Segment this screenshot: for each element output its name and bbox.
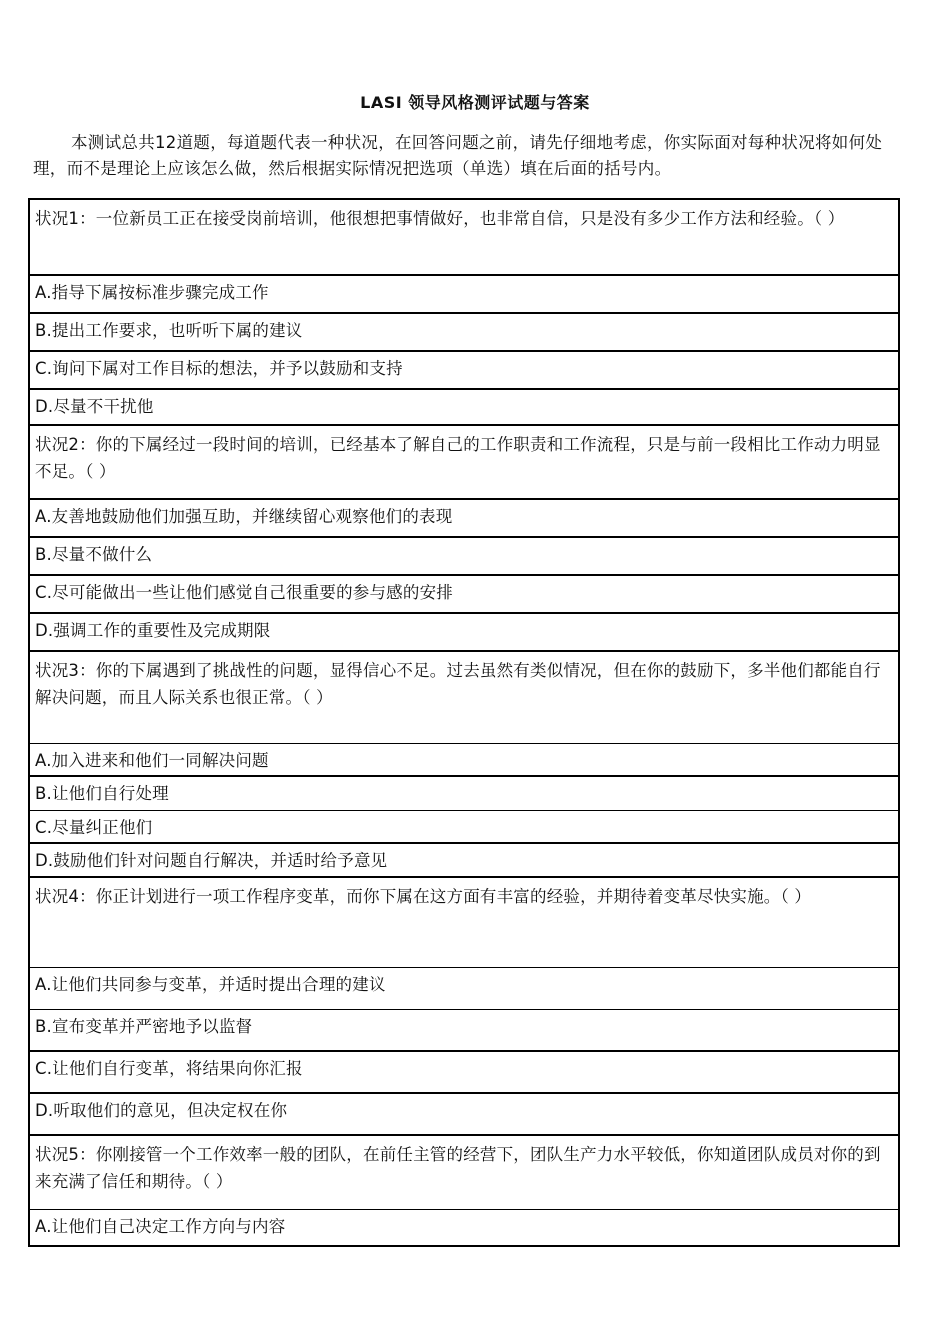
question-row: 状况4：你正计划进行一项工作程序变革，而你下属在这方面有丰富的经验，并期待着变革尽快实施。（ ） xyxy=(30,878,898,968)
option-row: D.鼓励他们针对问题自行解决，并适时给予意见 xyxy=(30,844,898,878)
option-row: B.宣布变革并严密地予以监督 xyxy=(30,1010,898,1052)
question-table xyxy=(28,198,900,1247)
document-title: LASI 领导风格测评试题与答案 xyxy=(360,93,590,112)
question-row: 状况1：一位新员工正在接受岗前培训，他很想把事情做好，也非常自信，只是没有多少工作方法和经验。（ ） xyxy=(30,200,898,276)
option-row: B.尽量不做什么 xyxy=(30,538,898,576)
option-row: A.友善地鼓励他们加强互助，并继续留心观察他们的表现 xyxy=(30,500,898,538)
option-row: D.强调工作的重要性及完成期限 xyxy=(30,614,898,652)
option-row: B.让他们自行处理 xyxy=(30,777,898,811)
option-row: C.询问下属对工作目标的想法，并予以鼓励和支持 xyxy=(30,352,898,390)
option-row: D.听取他们的意见，但决定权在你 xyxy=(30,1094,898,1136)
option-row: A.加入进来和他们一同解决问题 xyxy=(30,744,898,777)
question-row: 状况2：你的下属经过一段时间的培训，已经基本了解自己的工作职责和工作流程，只是与前一段相比工作动力明显不足。（ ） xyxy=(30,426,898,500)
option-row: A.让他们自己决定工作方向与内容 xyxy=(35,1217,286,1236)
option-row: C.尽可能做出一些让他们感觉自己很重要的参与感的安排 xyxy=(30,576,898,614)
intro-paragraph: 本测试总共12道题，每道题代表一种状况，在回答问题之前，请先仔细地考虑，你实际面对每种状况将如何处理，而不是理论上应该怎么做，然后根据实际情况把选项（单选）填在后面的括号内。 xyxy=(33,133,883,178)
option-row: A.指导下属按标准步骤完成工作 xyxy=(30,276,898,314)
question-row: 状况5：你刚接管一个工作效率一般的团队，在前任主管的经营下，团队生产力水平较低，你知道团队成员对你的到来充满了信任和期待。（ ） xyxy=(30,1136,898,1210)
option-row: C.让他们自行变革，将结果向你汇报 xyxy=(30,1052,898,1094)
option-row: C.尽量纠正他们 xyxy=(30,811,898,844)
option-row: D.尽量不干扰他 xyxy=(30,390,898,426)
option-row: B.提出工作要求，也听听下属的建议 xyxy=(30,314,898,352)
question-row: 状况3：你的下属遇到了挑战性的问题，显得信心不足。过去虽然有类似情况，但在你的鼓励下，多半他们都能自行解决问题，而且人际关系也很正常。（ ） xyxy=(30,652,898,744)
option-row: A.让他们共同参与变革，并适时提出合理的建议 xyxy=(30,968,898,1010)
